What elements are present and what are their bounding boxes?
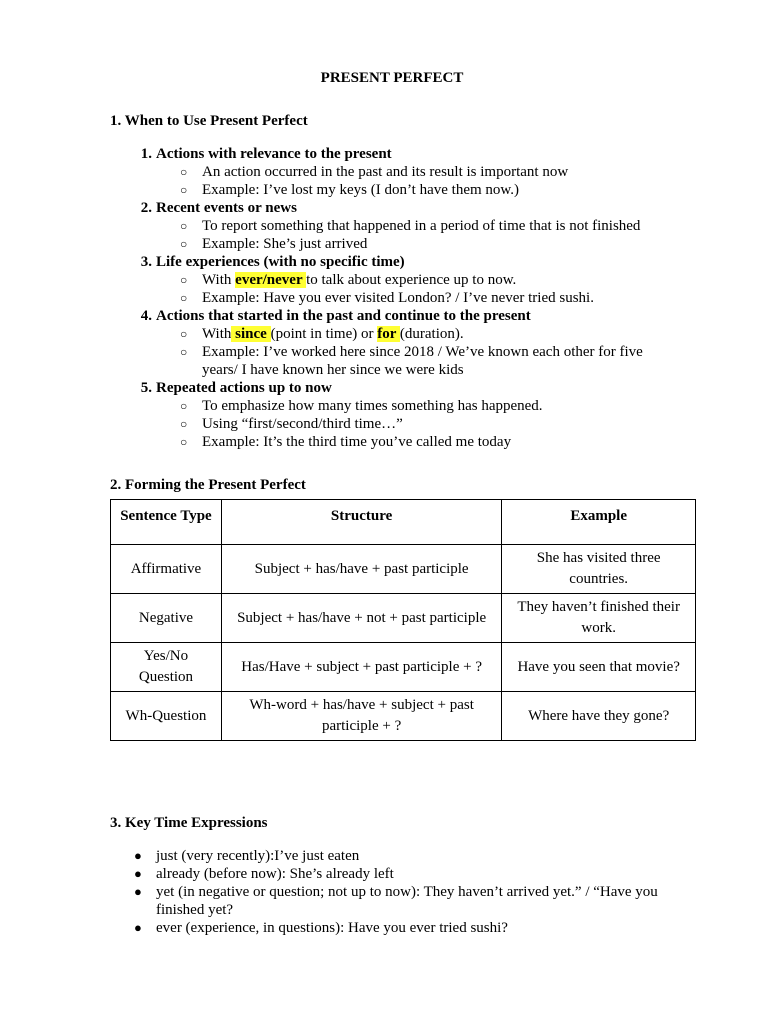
usage-sub-item: ○ With since (point in time) or for (duration). — [180, 326, 464, 342]
list-item: ● yet (in negative or question; not up to now): They haven’t arrived yet.” / “Have you finished yet? — [134, 884, 658, 918]
usage-list — [110, 145, 710, 451]
table-row — [111, 692, 696, 741]
usage-item-title: 2. Recent events or news — [140, 200, 297, 216]
section-1-heading: 1. When to Use Present Perfect — [110, 113, 308, 129]
usage-sub-item: ○ To report something that happened in a period of time that is not finished — [180, 218, 641, 234]
table-row — [111, 594, 696, 643]
usage-sub-item: ○ To emphasize how many times something has happened. — [180, 398, 543, 414]
usage-item-title: 5. Repeated actions up to now — [140, 380, 332, 396]
forming-table — [110, 499, 696, 741]
usage-sub-item: ○ Example: I’ve worked here since 2018 / We’ve known each other for five years/ I have known her since we were kids — [180, 344, 643, 378]
table-header-cell: Structure — [221, 500, 501, 545]
usage-sub-item: ○ Example: Have you ever visited London? / I’ve never tried sushi. — [180, 290, 594, 306]
table-cell: Wh-Question — [111, 692, 222, 741]
table-cell: Subject + has/have + not + past participle — [221, 594, 501, 643]
table-cell: Where have they gone? — [502, 692, 696, 741]
usage-sub-item: ○ With ever/never to talk about experience up to now. — [180, 272, 517, 288]
table-cell: Negative — [111, 594, 222, 643]
highlight-since: since — [231, 326, 271, 342]
table-row — [111, 545, 696, 594]
usage-sub-item: ○ Example: I’ve lost my keys (I don’t have them now.) — [180, 182, 520, 198]
bullet-icon: ● — [134, 920, 142, 935]
usage-sub-item: ○ Using “first/second/third time…” — [180, 416, 403, 432]
table-cell: Has/Have + subject + past participle + ? — [221, 643, 501, 692]
table-cell: They haven’t finished their work. — [502, 594, 696, 643]
bullet-icon: ● — [134, 884, 142, 899]
usage-item-title: 3. Life experiences (with no specific time) — [140, 254, 405, 270]
table-cell: Affirmative — [111, 545, 222, 594]
page-title: PRESENT PERFECT — [320, 70, 464, 86]
table-header-row — [111, 500, 696, 545]
usage-item-title: 4. Actions that started in the past and continue to the present — [140, 308, 531, 324]
table-cell: Wh-word + has/have + subject + past participle + ? — [221, 692, 501, 741]
list-item: ● ever (experience, in questions): Have you ever tried sushi? — [134, 920, 508, 936]
list-item: ● just (very recently):I’ve just eaten — [134, 848, 360, 864]
usage-item-title: 1. Actions with relevance to the present — [140, 146, 392, 162]
time-expressions-list — [110, 847, 710, 937]
usage-sub-item: ○ An action occurred in the past and its result is important now — [180, 164, 569, 180]
section-3-heading: 3. Key Time Expressions — [110, 815, 268, 831]
section-2-heading: 2. Forming the Present Perfect — [110, 477, 306, 493]
bullet-icon: ● — [134, 848, 142, 863]
bullet-icon: ● — [134, 866, 142, 881]
table-cell: Subject + has/have + past participle — [221, 545, 501, 594]
list-item: ● already (before now): She’s already left — [134, 866, 394, 882]
table-cell: Yes/No Question — [111, 643, 222, 692]
table-header-cell: Sentence Type — [111, 500, 222, 545]
usage-sub-item: ○ Example: She’s just arrived — [180, 236, 368, 252]
table-cell: Have you seen that movie? — [502, 643, 696, 692]
highlight-for: for — [377, 326, 400, 342]
usage-sub-item: ○ Example: It’s the third time you’ve called me today — [180, 434, 512, 450]
table-row — [111, 643, 696, 692]
table-header-cell: Example — [502, 500, 696, 545]
table-cell: She has visited three countries. — [502, 545, 696, 594]
highlight-ever-never: ever/never — [235, 272, 307, 288]
